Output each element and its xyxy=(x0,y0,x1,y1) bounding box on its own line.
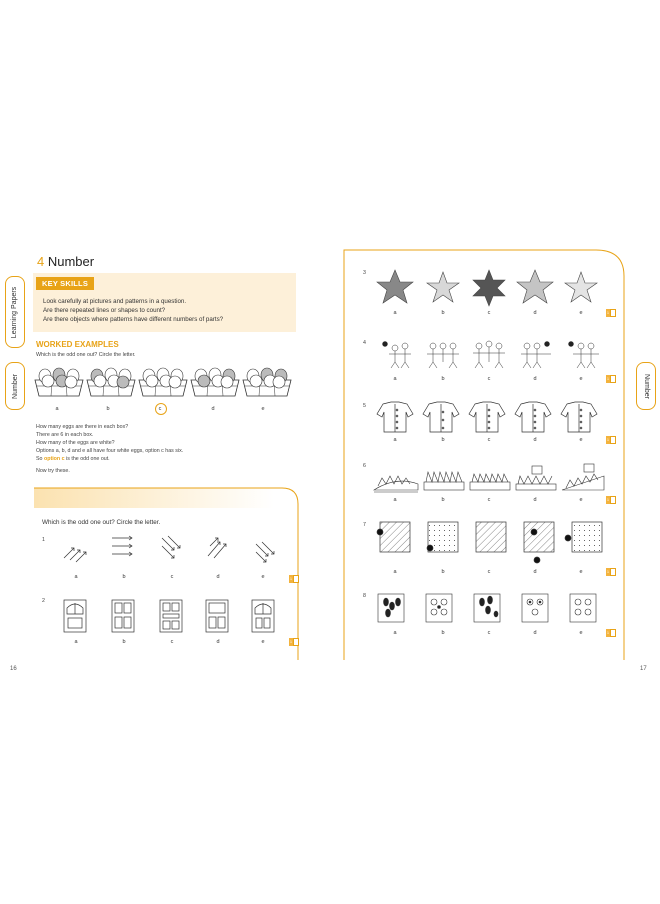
q1-arrows-a xyxy=(64,548,86,562)
q1-option-d[interactable]: d xyxy=(216,574,220,580)
egg-box-d xyxy=(191,368,239,396)
q6-bed-a xyxy=(374,476,418,492)
q1-option-c[interactable]: c xyxy=(170,574,174,580)
practice-instruction: Which is the odd one out? Circle the letter. xyxy=(42,519,161,526)
question-7-number: 7 xyxy=(363,522,366,528)
egg-box-b xyxy=(87,368,135,396)
q7-option-c[interactable]: c xyxy=(487,569,491,575)
key-skill-line-2: Are there repeated lines or shapes to count? xyxy=(43,307,166,314)
q1-arrows-figure xyxy=(60,534,280,568)
q3-option-b[interactable]: b xyxy=(441,310,445,316)
q2-door-c xyxy=(160,600,182,632)
q4-option-b[interactable]: b xyxy=(441,376,445,382)
q2-door-e xyxy=(252,600,274,632)
q6-option-e[interactable]: e xyxy=(579,497,583,503)
q8-option-e[interactable]: e xyxy=(579,630,583,636)
explanation-line-3: How many of the eggs are white? xyxy=(36,440,115,446)
q7-grid-c xyxy=(476,522,506,552)
q8-option-b[interactable]: b xyxy=(441,630,445,636)
egg-box-c xyxy=(139,368,187,396)
q6-bed-d xyxy=(516,466,556,490)
q1-arrows-d xyxy=(208,538,226,558)
q2-mark-box[interactable] xyxy=(289,638,299,646)
chapter-number: 4 xyxy=(37,254,45,269)
q5-shirts-figure xyxy=(375,400,605,436)
q2-door-d xyxy=(206,600,228,632)
q5-mark-input[interactable] xyxy=(610,436,616,444)
q5-mark-box[interactable] xyxy=(606,436,616,444)
q1-arrows-c xyxy=(162,536,180,558)
q7-grid-b xyxy=(427,522,458,552)
q4-option-d[interactable]: d xyxy=(533,376,537,382)
question-1-number: 1 xyxy=(42,537,45,543)
question-8-number: 8 xyxy=(363,593,366,599)
q6-mark-value: 1 xyxy=(607,498,609,502)
q5-option-c[interactable]: c xyxy=(487,437,491,443)
q5-mark-value: 1 xyxy=(607,438,609,442)
answer-prefix: So xyxy=(36,456,43,462)
q2-option-e[interactable]: e xyxy=(261,639,265,645)
question-5-number: 5 xyxy=(363,403,366,409)
worked-example-question: Which is the odd one out? Circle the letter. xyxy=(36,352,136,358)
question-3-number: 3 xyxy=(363,270,366,276)
q8-option-c[interactable]: c xyxy=(487,630,491,636)
q7-grid-a xyxy=(377,522,410,552)
q3-mark-value: 1 xyxy=(607,311,609,315)
q3-star-b xyxy=(427,272,459,302)
chapter-heading xyxy=(37,254,94,269)
q3-option-d[interactable]: d xyxy=(533,310,537,316)
we-option-e[interactable]: e xyxy=(261,406,265,412)
q7-grids-figure xyxy=(372,518,606,566)
q6-bed-c xyxy=(470,474,510,490)
q4-mark-value: 1 xyxy=(607,377,609,381)
answer-option: option c xyxy=(43,456,65,462)
egg-boxes-figure xyxy=(30,364,290,404)
q7-grid-e xyxy=(565,522,602,552)
q1-arrows-e xyxy=(256,542,274,562)
explanation-line-4: Options a, b, d and e all have four white eggs, option c has six. xyxy=(36,448,184,454)
q1-mark-value: 1 xyxy=(290,577,292,581)
question-2-number: 2 xyxy=(42,598,45,604)
q7-mark-box[interactable] xyxy=(606,568,616,576)
q3-stars-figure xyxy=(375,268,605,308)
q8-mark-value: 1 xyxy=(607,631,609,635)
q5-shirt-b xyxy=(423,402,459,432)
answer-suffix: is the odd one out. xyxy=(66,456,110,462)
chapter-title: Number xyxy=(47,254,95,269)
side-tab-learning-label: Learning Papers xyxy=(11,286,19,338)
q1-mark-box[interactable] xyxy=(289,575,299,583)
page-number-right: 17 xyxy=(640,666,647,672)
side-tab-number-right-label: Number xyxy=(642,373,650,399)
q1-mark-input[interactable] xyxy=(293,575,299,583)
q5-option-d[interactable]: d xyxy=(533,437,537,443)
q7-option-d[interactable]: d xyxy=(533,569,537,575)
key-skill-line-3: Are there objects where patterns have different numbers of parts? xyxy=(43,316,224,323)
key-skill-line-1: Look carefully at pictures and patterns in a question. xyxy=(43,298,187,305)
q6-mark-box[interactable] xyxy=(606,496,616,504)
side-tab-number-right xyxy=(636,362,656,410)
q4-group-e xyxy=(569,342,600,369)
q5-option-b[interactable]: b xyxy=(441,437,445,443)
q2-option-b[interactable]: b xyxy=(122,639,126,645)
worked-examples-heading: WORKED EXAMPLES xyxy=(36,340,119,349)
q6-bed-b xyxy=(424,472,464,490)
q3-star-e xyxy=(565,272,597,302)
q8-mark-input[interactable] xyxy=(610,629,616,637)
q2-option-c[interactable]: c xyxy=(170,639,174,645)
q6-bed-e xyxy=(562,464,604,490)
q2-door-b xyxy=(112,600,134,632)
key-skills-heading: KEY SKILLS xyxy=(36,277,94,290)
q7-mark-value: 1 xyxy=(607,570,609,574)
q6-flowerbeds-figure xyxy=(372,462,606,496)
we-option-b[interactable]: b xyxy=(106,406,110,412)
q2-option-a[interactable]: a xyxy=(74,639,78,645)
q5-shirt-a xyxy=(377,402,413,432)
egg-box-e xyxy=(243,368,291,396)
q8-plants-figure xyxy=(372,590,606,626)
q3-star-d xyxy=(517,270,553,303)
q8-option-d[interactable]: d xyxy=(533,630,537,636)
q1-option-b[interactable]: b xyxy=(122,574,126,580)
side-tab-learning-papers xyxy=(5,276,25,348)
now-try-text: Now try these. xyxy=(36,468,70,474)
q4-mark-input[interactable] xyxy=(610,375,616,383)
q7-mark-input[interactable] xyxy=(610,568,616,576)
explanation-answer xyxy=(36,456,110,462)
q3-mark-input[interactable] xyxy=(610,309,616,317)
we-option-d[interactable]: d xyxy=(211,406,215,412)
q4-mark-box[interactable] xyxy=(606,375,616,383)
q8-plant-c xyxy=(474,594,500,622)
q2-door-a xyxy=(64,600,86,632)
q7-option-b[interactable]: b xyxy=(441,569,445,575)
q8-mark-box[interactable] xyxy=(606,629,616,637)
q4-option-e[interactable]: e xyxy=(579,376,583,382)
q8-plant-a xyxy=(378,594,404,622)
we-option-a[interactable]: a xyxy=(55,406,59,412)
q1-option-e[interactable]: e xyxy=(261,574,265,580)
explanation-line-2: There are 6 in each box. xyxy=(36,432,94,438)
q4-option-a[interactable]: a xyxy=(393,376,397,382)
q7-grid-d xyxy=(524,522,554,563)
q5-option-a[interactable]: a xyxy=(393,437,397,443)
q5-option-e[interactable]: e xyxy=(579,437,583,443)
explanation-line-1: How many eggs are there in each box? xyxy=(36,424,129,430)
q3-star-a xyxy=(377,270,413,303)
q2-option-d[interactable]: d xyxy=(216,639,220,645)
q4-group-b xyxy=(427,343,459,368)
q1-option-a[interactable]: a xyxy=(74,574,78,580)
q4-children-figure xyxy=(375,338,605,374)
q7-option-e[interactable]: e xyxy=(579,569,583,575)
q4-group-d xyxy=(521,342,551,369)
q8-plant-e xyxy=(570,594,596,622)
q4-group-a xyxy=(383,342,412,369)
q4-group-c xyxy=(473,341,505,368)
q3-option-a[interactable]: a xyxy=(393,310,397,316)
q1-arrows-b xyxy=(112,536,132,556)
q3-option-c[interactable]: c xyxy=(487,310,491,316)
egg-box-a xyxy=(35,368,83,396)
q4-option-c[interactable]: c xyxy=(487,376,491,382)
side-tab-number-label: Number xyxy=(11,373,19,399)
we-option-c[interactable]: c xyxy=(158,406,162,412)
q6-option-d[interactable]: d xyxy=(533,497,537,503)
q5-shirt-c xyxy=(469,402,505,432)
q8-plant-d xyxy=(522,594,548,622)
q5-shirt-e xyxy=(561,402,597,432)
q8-plant-b xyxy=(426,594,452,622)
q6-mark-input[interactable] xyxy=(610,496,616,504)
q6-option-c[interactable]: c xyxy=(487,497,491,503)
question-6-number: 6 xyxy=(363,463,366,469)
page-number-left: 16 xyxy=(10,666,17,672)
q6-option-a[interactable]: a xyxy=(393,497,397,503)
q5-shirt-d xyxy=(515,402,551,432)
q7-option-a[interactable]: a xyxy=(393,569,397,575)
question-4-number: 4 xyxy=(363,340,366,346)
side-tab-number-left xyxy=(5,362,25,410)
q2-doors-figure xyxy=(60,596,280,636)
q2-mark-input[interactable] xyxy=(293,638,299,646)
q3-mark-box[interactable] xyxy=(606,309,616,317)
q2-mark-value: 1 xyxy=(290,640,292,644)
q3-option-e[interactable]: e xyxy=(579,310,583,316)
q6-option-b[interactable]: b xyxy=(441,497,445,503)
q3-star-c xyxy=(473,270,505,306)
q8-option-a[interactable]: a xyxy=(393,630,397,636)
